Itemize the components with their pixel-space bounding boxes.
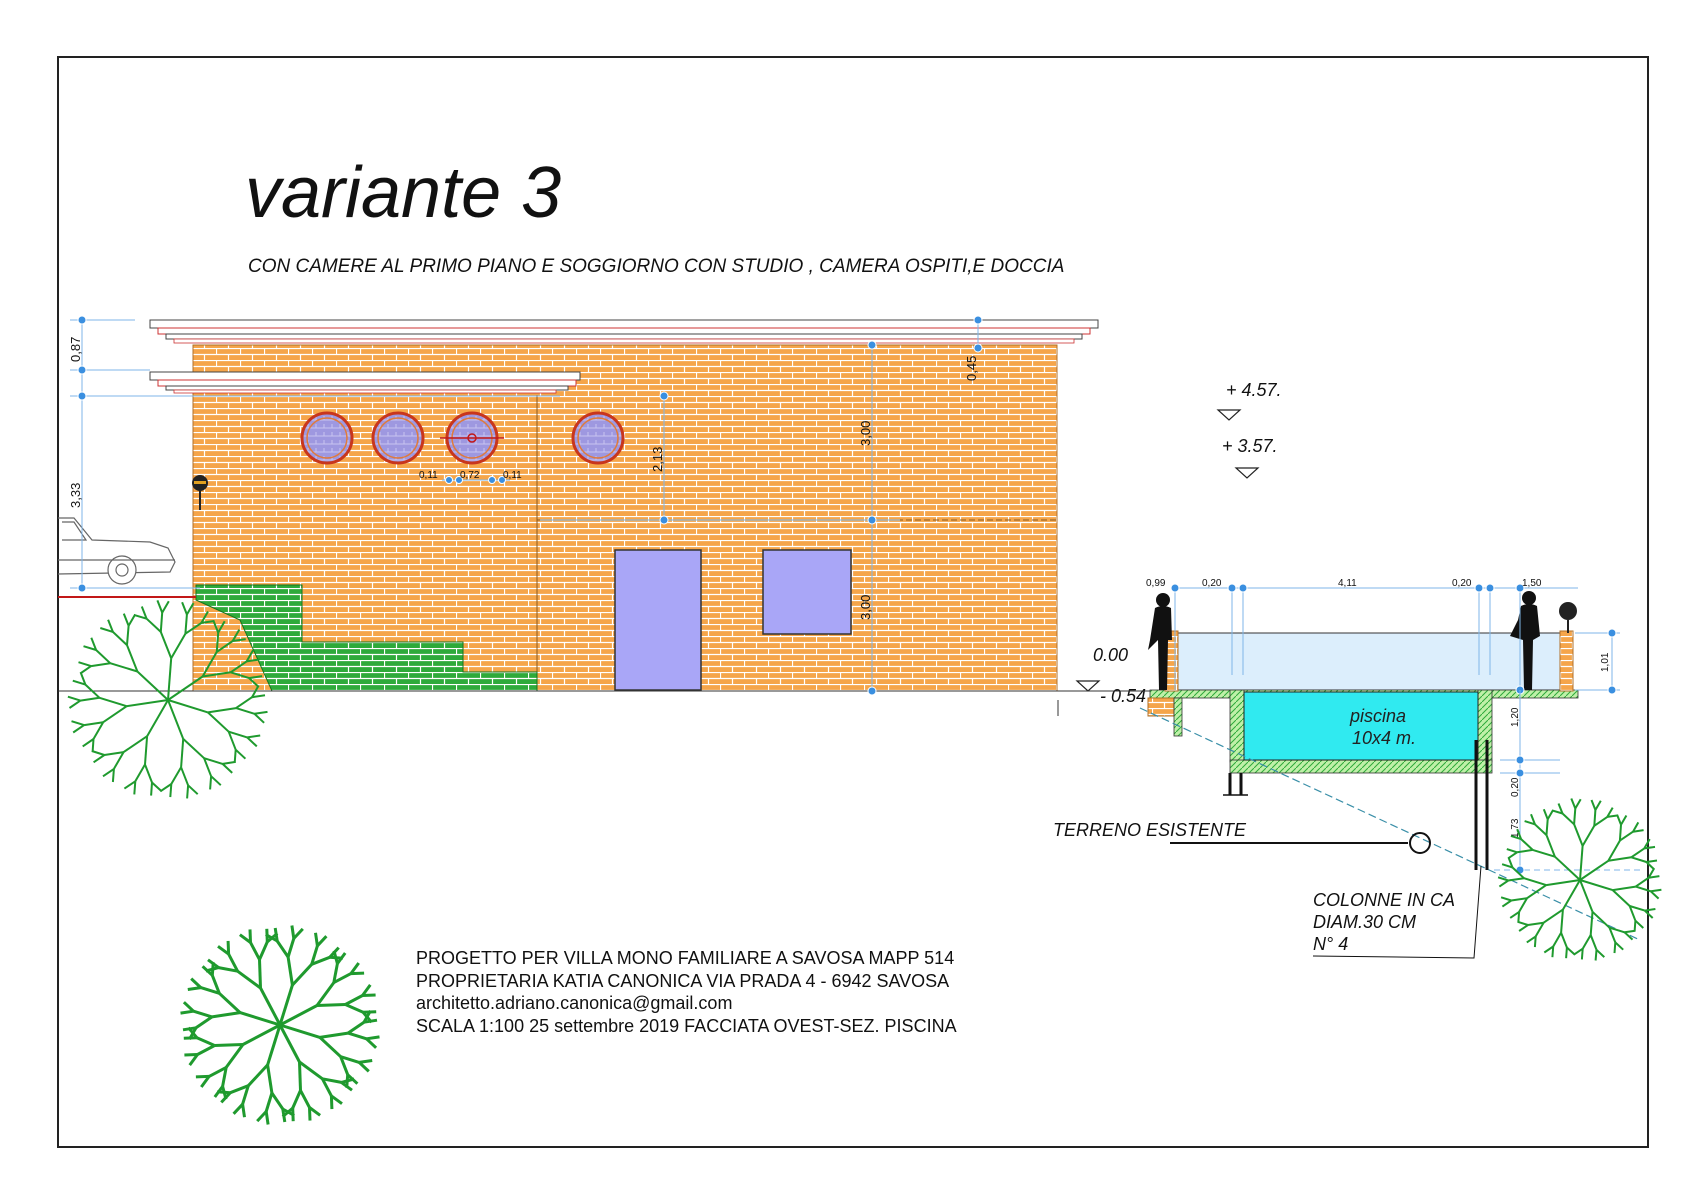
level-marker-icon (1077, 681, 1099, 691)
porthole-window (573, 413, 623, 463)
dim-pool-1: 0,99 (1146, 578, 1166, 589)
upper-roof (150, 320, 1098, 343)
dim-window-height: 2,13 (650, 446, 665, 472)
pool-deck-parapet (1178, 633, 1560, 690)
level-marker-icon (1218, 410, 1240, 420)
dim-pool-right-1: 1,01 (1600, 652, 1611, 672)
pool-label: piscina (1350, 706, 1407, 726)
dim-porthole-b: 0,72 (460, 470, 480, 481)
terrain-label: TERRENO ESISTENTE (1053, 820, 1247, 840)
columns-note-line-2: DIAM.30 CM (1313, 912, 1417, 932)
dim-pool-right-3: 0,20 (1510, 777, 1521, 797)
ground-floor-door (615, 550, 701, 690)
project-info-line-4: SCALA 1:100 25 settembre 2019 FACCIATA OVEST-SEZ. PISCINA (416, 1016, 957, 1036)
dim-pool-right-2: 1,20 (1510, 707, 1521, 727)
porthole-window (373, 413, 423, 463)
dim-ground-floor: 3,00 (858, 594, 873, 620)
tree-symbol-icon (181, 926, 380, 1125)
level-marker-icon (1236, 468, 1258, 478)
drawing-subtitle: CON CAMERE AL PRIMO PIANO E SOGGIORNO CON STUDIO , CAMERA OSPITI,E DOCCIA (248, 256, 1065, 277)
ground-floor-window (763, 550, 851, 634)
dim-roof-right: 0,45 (964, 355, 979, 381)
project-info-line-3: architetto.adriano.canonica@gmail.com (416, 993, 733, 1013)
project-info-line-2: PROPRIETARIA KATIA CANONICA VIA PRADA 4 - 6942 SAVOSA (416, 971, 950, 991)
pool-basin (1244, 692, 1478, 760)
dim-porthole-a: 0,11 (419, 470, 438, 481)
dim-porthole-c: 0,11 (503, 470, 522, 481)
columns-note-line-1: COLONNE IN CA (1313, 890, 1456, 910)
level-top: + 4.57. (1226, 380, 1282, 400)
dim-pool-4: 0,20 (1452, 578, 1472, 589)
dim-upper-floor: 3,00 (858, 420, 873, 446)
dim-pool-5: 1,50 (1522, 578, 1542, 589)
tree-symbol-icon (1498, 799, 1661, 961)
level-pool-edge: - 0.54 (1100, 686, 1147, 706)
lower-roof (150, 372, 580, 393)
dim-left-top: 0,87 (68, 336, 83, 362)
car-icon (58, 518, 175, 584)
level-mid: + 3.57. (1222, 436, 1278, 456)
terrain-leader-circle (1410, 833, 1430, 853)
columns-note-line-3: N° 4 (1313, 934, 1349, 954)
level-ground: 0.00 (1093, 645, 1129, 665)
project-info-line-1: PROGETTO PER VILLA MONO FAMILIARE A SAVOSA MAPP 514 (416, 948, 955, 968)
pool-size: 10x4 m. (1352, 728, 1417, 748)
building-facade (58, 320, 1098, 691)
dim-pool-3: 4,11 (1338, 578, 1357, 589)
porthole-window (302, 413, 352, 463)
pool-section (1140, 584, 1640, 940)
dim-pool-right-4: 1,73 (1510, 818, 1521, 838)
dim-pool-2: 0,20 (1202, 578, 1222, 589)
drawing-title: variante 3 (245, 153, 562, 233)
pool-lamp-icon (1559, 602, 1577, 633)
dim-left-main: 3,33 (68, 482, 83, 508)
